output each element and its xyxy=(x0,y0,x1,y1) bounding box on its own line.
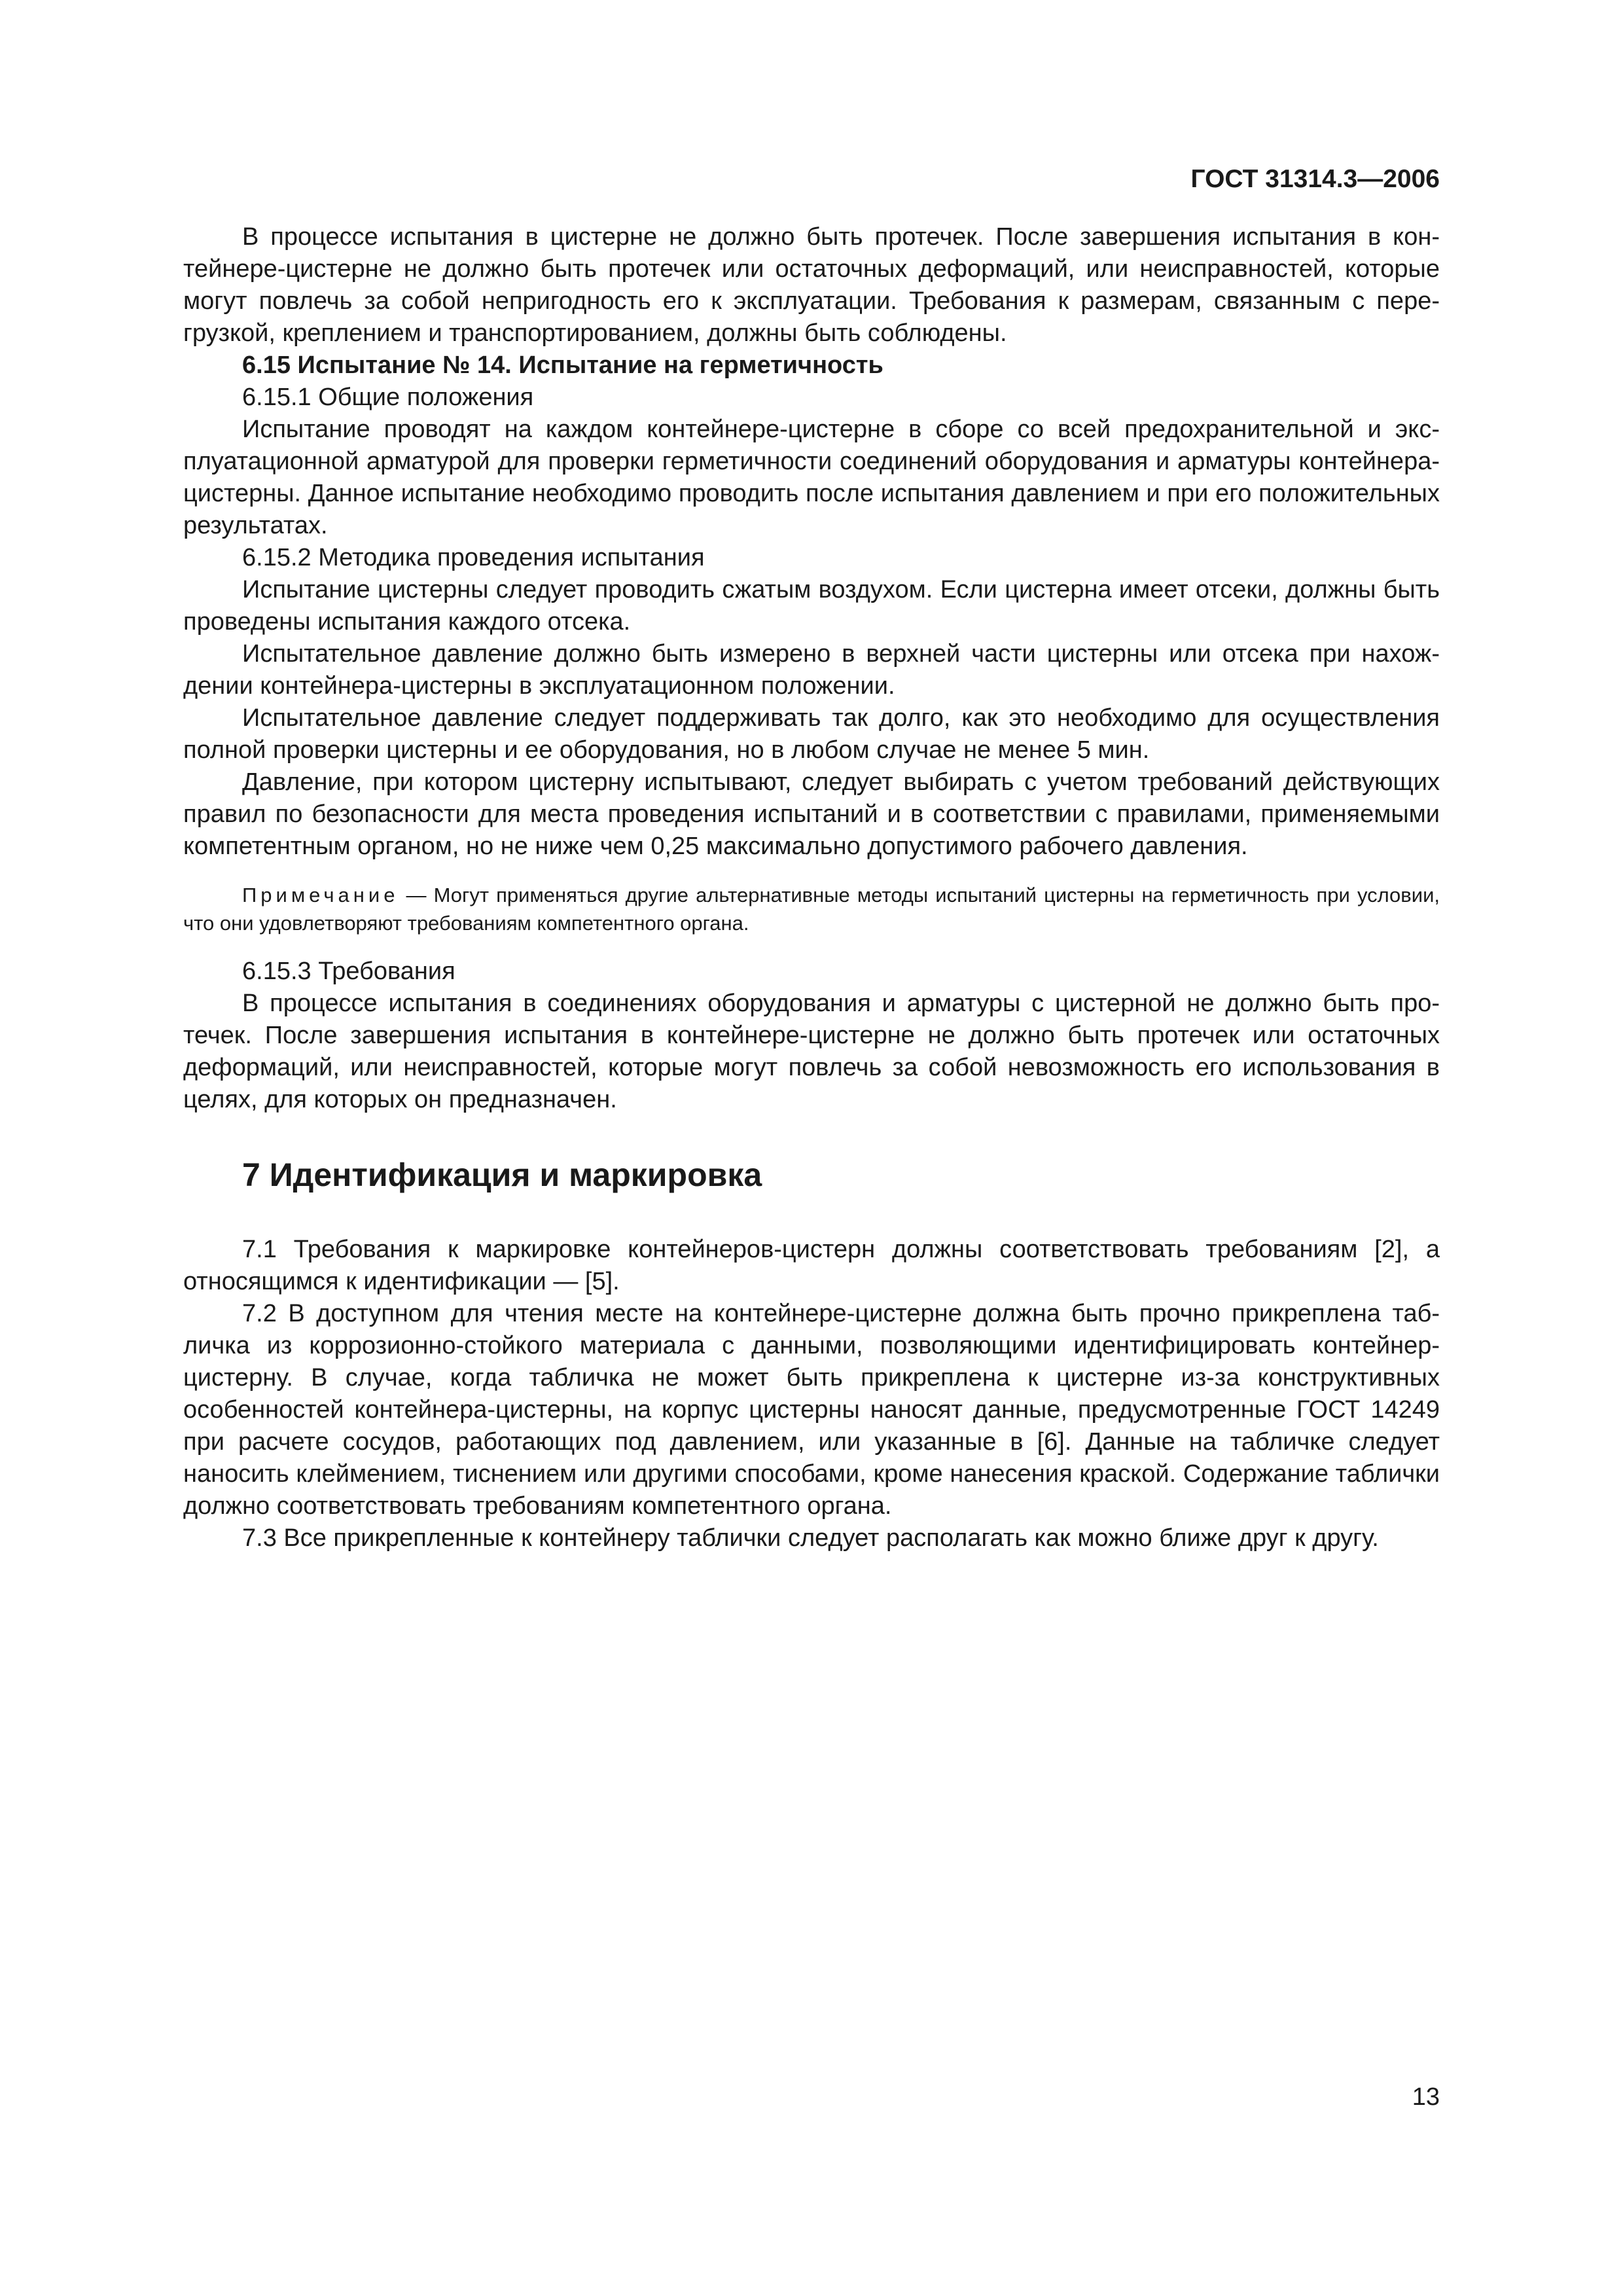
document-body xyxy=(183,221,1440,1554)
paragraph-general-provisions: Испытание проводят на каждом контейнере-цистерне в сборе со всей предохранительной и эксплуатационной арматурой для проверки герметичности соединений оборудования и арматуры контейнера-цистерны. Данное испытание необходимо проводить после испытания давлением и при его положительных результатах. xyxy=(183,416,1440,539)
note-label: Примечание xyxy=(242,884,399,906)
note-text: — Могут применяться другие альтернативные методы испытаний цистерны на герметичность при условии, что они удовлетворяют требованиям компетентного органа. xyxy=(183,884,1440,935)
paragraph-test-pressure-measure: Испытательное давление должно быть измерено в верхней части цистерны или отсека при нахождении контейнера-цистерны в эксплуатационном положении. xyxy=(183,640,1440,700)
paragraph-test-results: В процессе испытания в цистерне не должно быть протечек. После завершения испытания в контейнере-цистерне не должно быть протечек или остаточных деформаций, или неисправностей, которые могут повлечь за собой непригодность его к эксплуатации. Требования к размерам, связанным с перегрузкой, креплением и транспортированием, должны быть соблюдены. xyxy=(183,223,1440,347)
paragraph-7-2: 7.2 В доступном для чтения месте на контейнере-цистерне должна быть прочно прикреплена табличка из коррозионно-стойкого материала с данными, позволяющими идентифицировать контейнер-цистерну. В случае, когда табличка не может быть прикреплена к цистерне из-за конструктивных особенностей контейнера-цистерны, на корпус цистерны наносят данные, предусмотренные ГОСТ 14249 при расчете сосудов, работающих под давлением, или указанные в [6]. Данные на табличке следует наносить клеймением, тиснением или другими способами, кроме нанесения краской. Содержание таблички должно соответствовать требованиям компетентного органа. xyxy=(183,1300,1440,1520)
paragraph-7-3: 7.3 Все прикрепленные к контейнеру таблички следует располагать как можно ближе друг к другу. xyxy=(242,1524,1379,1552)
page-number: 13 xyxy=(1412,2083,1440,2111)
note xyxy=(183,881,1440,937)
paragraph-test-pressure-hold: Испытательное давление следует поддерживать так долго, как это необходимо для осуществления полной проверки цистерны и ее оборудования, но в любом случае не менее 5 мин. xyxy=(183,704,1440,764)
subsection-title-6-15: 6.15 Испытание № 14. Испытание на герметичность xyxy=(242,351,883,379)
paragraph-test-pressure-choice: Давление, при котором цистерну испытывают, следует выбирать с учетом требований действующих правил по безопасности для места проведения испытаний и в соответствии с правилами, применяемыми компетентным органом, но не ниже чем 0,25 максимально допустимого рабочего давления. xyxy=(183,768,1440,860)
section-title-7: 7 Идентификация и маркировка xyxy=(242,1157,762,1193)
paragraph-requirements: В процессе испытания в соединениях оборудования и арматуры с цистерной не должно быть протечек. После завершения испытания в контейнере-цистерне не должно быть протечек или остаточных деформаций, или неисправностей, которые могут повлечь за собой невозможность его использования в целях, для которых он предназначен. xyxy=(183,990,1440,1113)
paragraph-compressed-air: Испытание цистерны следует проводить сжатым воздухом. Если цистерна имеет отсеки, должны быть проведены испытания каждого отсека. xyxy=(183,576,1440,636)
document-code: ГОСТ 31314.3—2006 xyxy=(1190,165,1440,193)
subsection-title-6-15-1: 6.15.1 Общие положения xyxy=(242,384,534,411)
subsection-title-6-15-3: 6.15.3 Требования xyxy=(242,958,455,985)
paragraph-7-1: 7.1 Требования к маркировке контейнеров-цистерн должны соответствовать требованиям [2], а относящимся к идентификации — [5]. xyxy=(183,1236,1440,1295)
subsection-title-6-15-2: 6.15.2 Методика проведения испытания xyxy=(242,544,705,571)
